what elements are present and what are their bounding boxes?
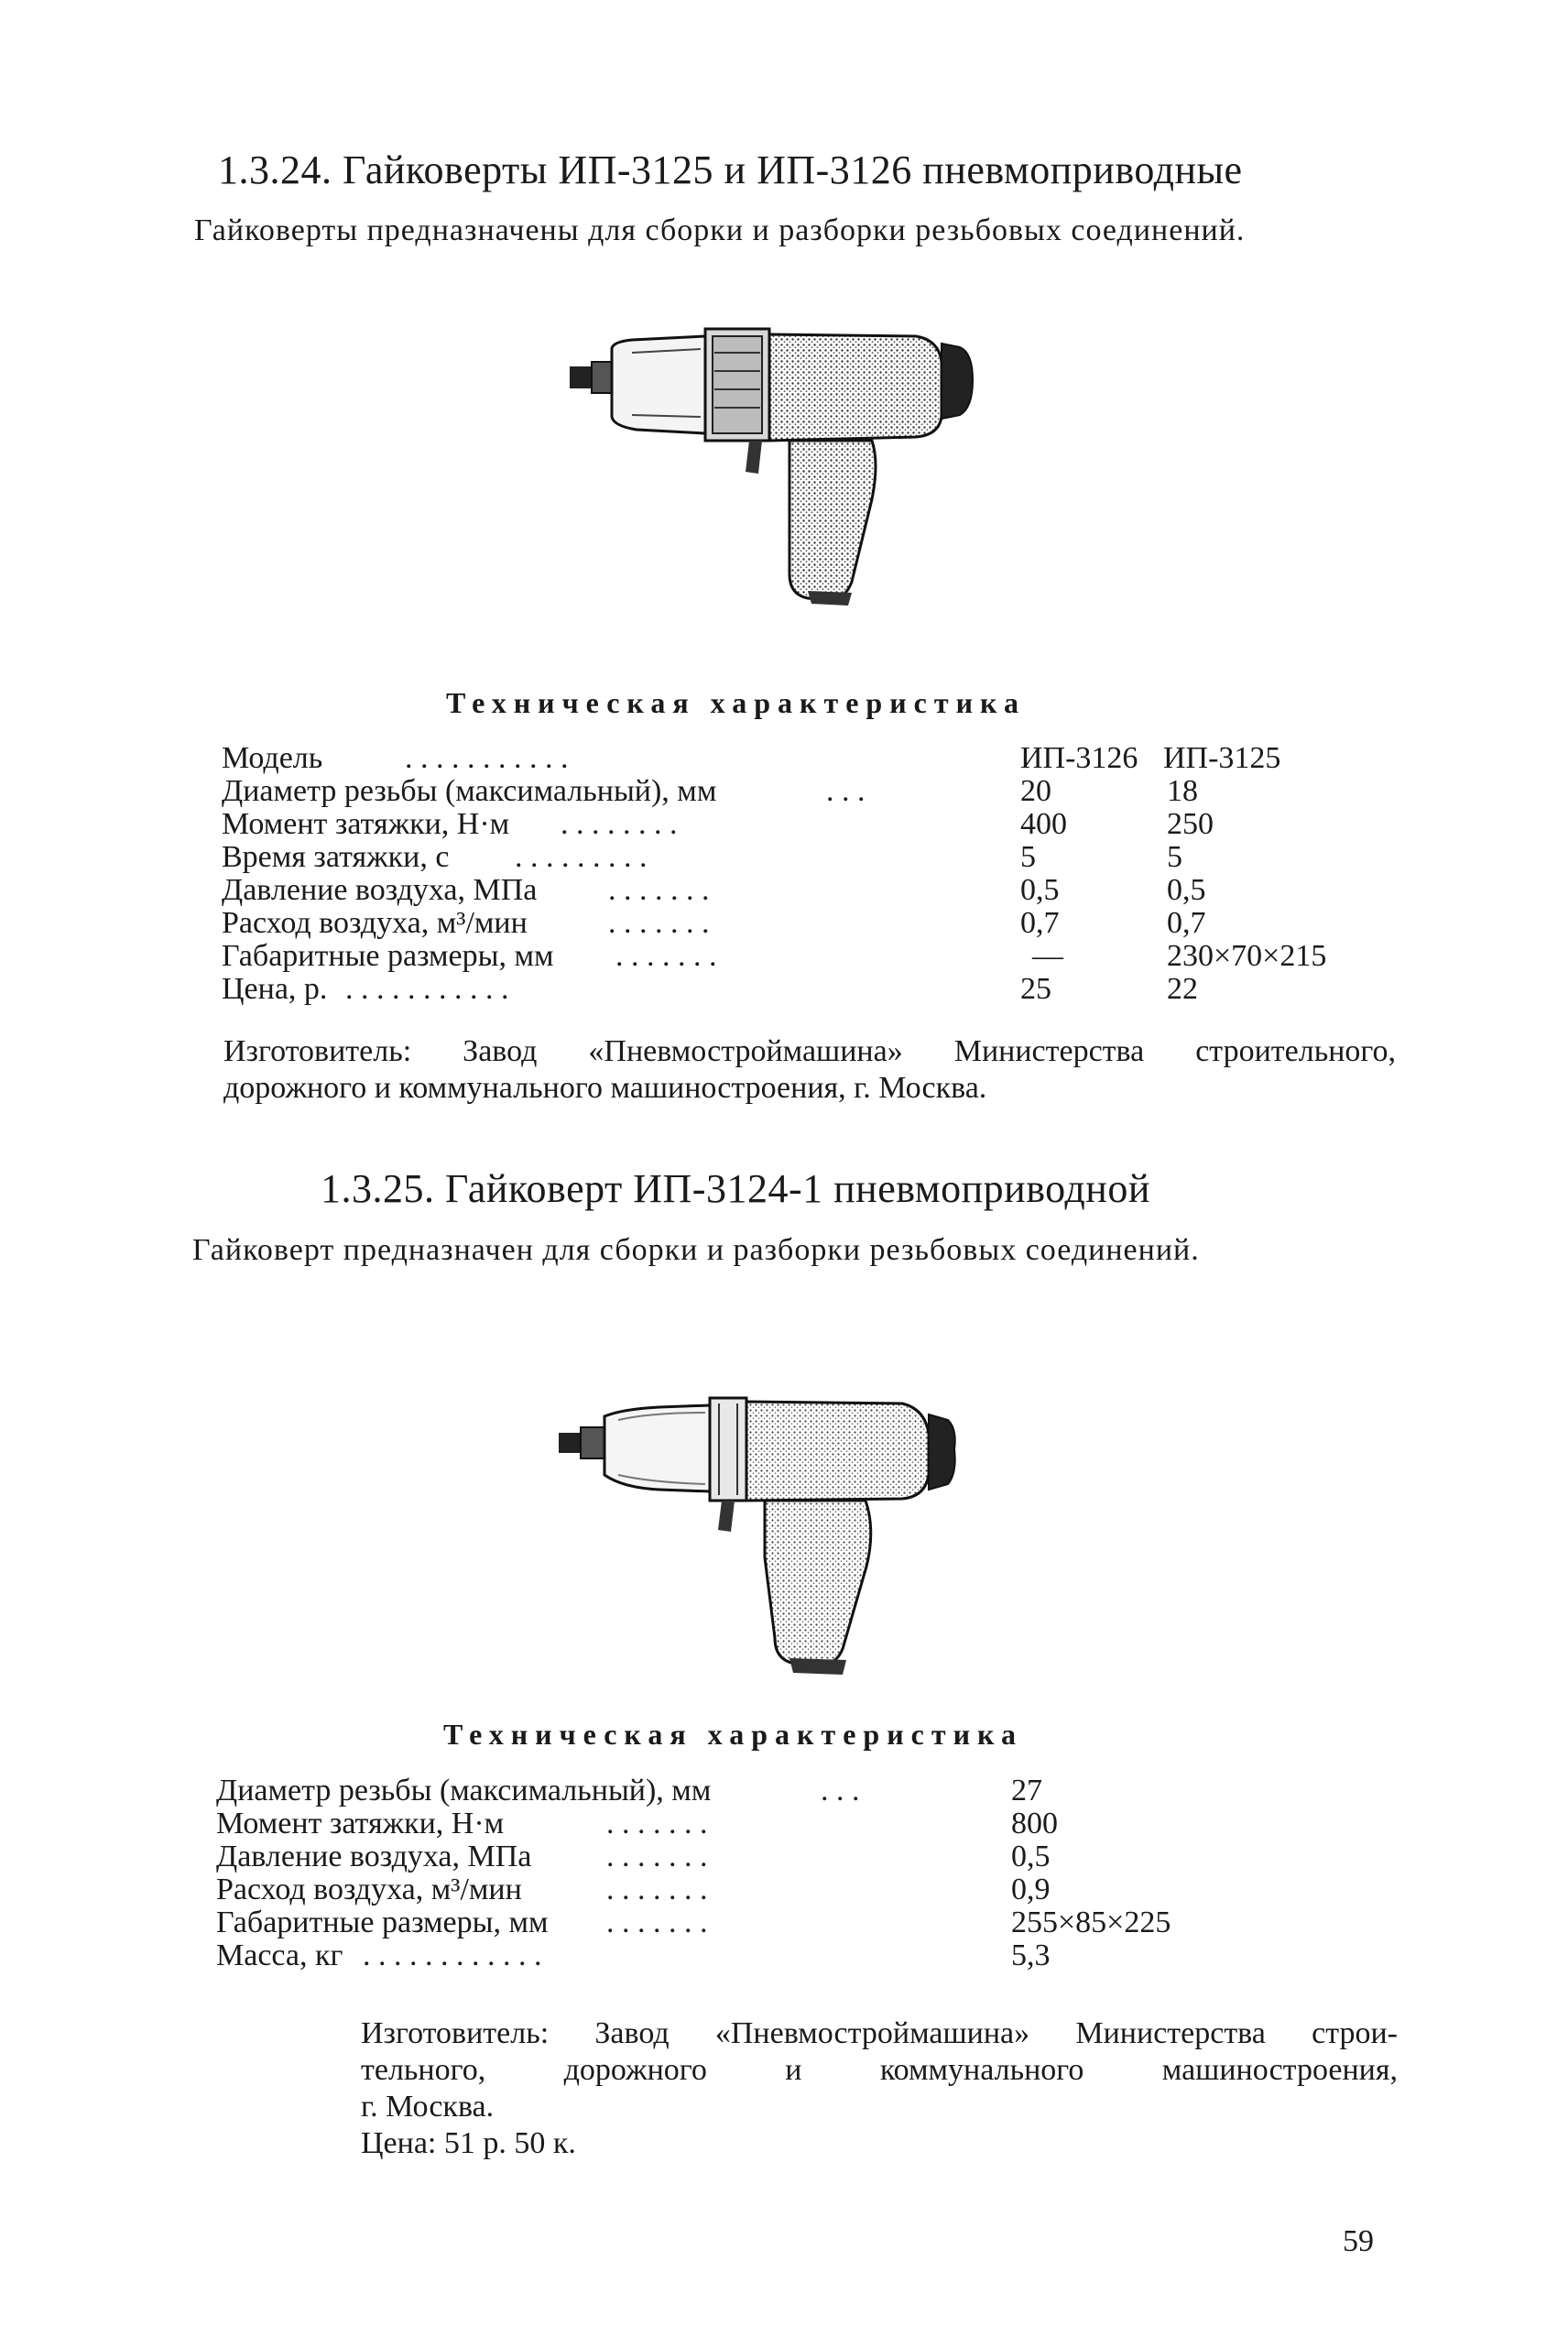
table-row — [216, 1840, 1224, 1873]
section-intro: Гайковерты предназначены для сборки и разборки резьбовых соединений. — [194, 213, 1246, 247]
row-dots: . . . . . . . — [615, 939, 717, 973]
row-value: 0,5 — [1011, 1840, 1051, 1873]
row-label: Давление воздуха, МПа — [222, 873, 538, 907]
row-dots: . . . . . . . — [608, 873, 710, 907]
manufacturer-line: Изготовитель: Завод «Пневмостроймашина» Министерства строи- — [361, 2016, 1398, 2050]
row-value-2: ИП-3125 — [1163, 741, 1281, 775]
table-row — [216, 1939, 1224, 1972]
table-row — [222, 841, 1385, 874]
table-row — [216, 1873, 1224, 1906]
row-label: Масса, кг — [216, 1938, 343, 1972]
row-value-1: ИП-3126 — [1020, 741, 1138, 775]
row-label: Цена, р. — [222, 972, 328, 1006]
price-line: Цена: 51 р. 50 к. — [361, 2126, 576, 2160]
row-value-1: 20 — [1020, 774, 1051, 808]
table-row — [222, 973, 1385, 1006]
impact-wrench-figure-1 — [550, 316, 980, 628]
table-row — [222, 775, 1385, 808]
spec-table-1 — [222, 742, 1385, 1006]
row-value: 5,3 — [1011, 1938, 1051, 1972]
row-label: Диаметр резьбы (максимальный), мм — [216, 1774, 712, 1807]
row-value-2: 18 — [1167, 774, 1198, 808]
row-value: 0,9 — [1011, 1873, 1051, 1906]
row-value-1: 0,7 — [1020, 906, 1060, 940]
row-value-1: 0,5 — [1020, 873, 1060, 907]
table-row — [216, 1807, 1224, 1840]
table-row — [222, 874, 1385, 907]
row-label: Габаритные размеры, мм — [216, 1906, 549, 1939]
table-row — [222, 808, 1385, 841]
row-dots: . . . . . . . . . . . — [405, 741, 569, 775]
section-intro: Гайковерт предназначен для сборки и разборки резьбовых соединений. — [192, 1233, 1200, 1267]
row-dots: . . . . . . . — [606, 1873, 708, 1906]
row-dots: . . . . . . . . . — [515, 840, 648, 874]
row-value-1: 25 — [1020, 972, 1051, 1006]
page-number: 59 — [1343, 2224, 1374, 2258]
row-value-2: 22 — [1167, 972, 1198, 1006]
table-row — [216, 1775, 1224, 1807]
row-value-2: 0,5 — [1167, 873, 1206, 907]
row-label: Расход воздуха, м³/мин — [222, 906, 528, 940]
row-dots: . . . . . . . — [606, 1840, 708, 1873]
table-row — [222, 742, 1385, 775]
row-value-2: 250 — [1167, 807, 1214, 841]
manufacturer-line: тельного, дорожного и коммунального машиностроения, — [361, 2053, 1398, 2087]
impact-wrench-figure-2 — [540, 1392, 971, 1686]
row-value-2: 0,7 — [1167, 906, 1206, 940]
row-dots: . . . . . . . — [608, 906, 710, 940]
table-row — [222, 907, 1385, 940]
row-dots: . . . . . . . . . . . . — [363, 1938, 542, 1972]
row-value-1: 400 — [1020, 807, 1067, 841]
table-row — [222, 940, 1385, 973]
manufacturer-line: г. Москва. — [361, 2090, 495, 2124]
row-value-1: 5 — [1020, 840, 1036, 874]
row-label: Габаритные размеры, мм — [222, 939, 554, 973]
row-label: Давление воздуха, МПа — [216, 1840, 532, 1873]
row-label: Диаметр резьбы (максимальный), мм — [222, 774, 717, 808]
row-label: Время затяжки, с — [222, 840, 450, 874]
row-value-1: — — [1032, 939, 1063, 973]
spec-title: Техническая характеристика — [446, 686, 1026, 719]
manufacturer-note — [361, 2015, 1398, 2162]
row-dots: . . . . . . . — [606, 1807, 708, 1840]
row-label: Расход воздуха, м³/мин — [216, 1873, 522, 1906]
row-label: Момент затяжки, Н·м — [222, 807, 510, 841]
manufacturer-note — [223, 1033, 1396, 1107]
section-heading: 1.3.24. Гайковерты ИП-3125 и ИП-3126 пневмоприводные — [218, 147, 1243, 192]
row-label: Модель — [222, 741, 323, 775]
row-value: 27 — [1011, 1774, 1042, 1807]
row-dots: . . . — [821, 1774, 860, 1807]
row-value-2: 230×70×215 — [1167, 939, 1327, 973]
manufacturer-line: дорожного и коммунального машиностроения, г. Москва. — [223, 1071, 987, 1105]
spec-table-2 — [216, 1775, 1224, 1972]
row-dots: . . . . . . . — [606, 1906, 708, 1939]
manufacturer-line: Изготовитель: Завод «Пневмостроймашина» Министерства строительного, — [223, 1034, 1396, 1068]
row-dots: . . . . . . . . — [561, 807, 678, 841]
row-value-2: 5 — [1167, 840, 1182, 874]
row-value: 800 — [1011, 1807, 1058, 1840]
section-heading: 1.3.25. Гайковерт ИП-3124-1 пневмоприводной — [321, 1166, 1150, 1211]
row-dots: . . . . . . . . . . . — [345, 972, 509, 1006]
row-value: 255×85×225 — [1011, 1906, 1171, 1939]
row-dots: . . . — [826, 774, 866, 808]
table-row — [216, 1906, 1224, 1939]
row-label: Момент затяжки, Н·м — [216, 1807, 505, 1840]
spec-title: Техническая характеристика — [443, 1718, 1023, 1751]
